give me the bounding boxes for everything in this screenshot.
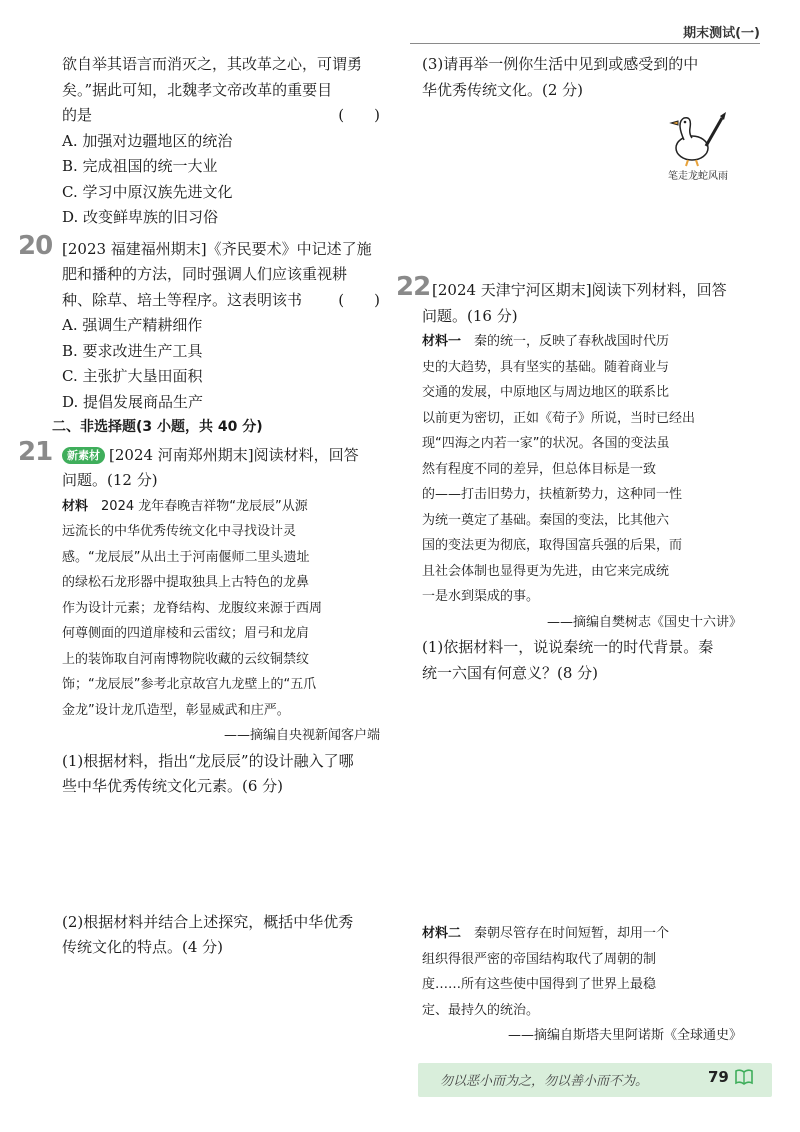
material-line: 且社会体制也显得更为先进，由它来完成统	[422, 563, 670, 579]
material-line: 定、最持久的统治。	[422, 1002, 540, 1018]
material-source: ——摘编自央视新闻客户端	[223, 728, 380, 743]
material-line: 为统一奠定了基础。秦国的变法，比其他六	[422, 512, 670, 528]
material-line: 的——打击旧势力，扶植新势力，这种同一性	[422, 487, 683, 502]
material-line: 以前更为密切，正如《荀子》所说，当时已经出	[422, 410, 696, 426]
material-line: 材料 2024 龙年春晚吉祥物“龙辰辰”从源	[62, 498, 308, 514]
q21-sub3: (3)请再举一例你生活中见到或感受到的中	[422, 55, 699, 73]
material-line: 一是水到渠成的事。	[422, 589, 540, 604]
footer-quote: 勿以恶小而为之，勿以善小而不为。	[440, 1074, 649, 1089]
q21-line: 问题。(12 分)	[62, 471, 158, 489]
q21-sub2: (2)根据材料并结合上述探究，概括中华优秀	[62, 912, 354, 931]
header-rule	[410, 43, 760, 44]
question-22	[396, 272, 742, 1049]
material-line: 金龙”设计龙爪造型，彰显威武和庄严。	[62, 702, 290, 718]
answer-space[interactable]	[62, 800, 380, 910]
material-line: 国的变法更为彻底，取得国富兵强的后果，而	[422, 538, 683, 553]
right-column	[396, 52, 742, 1049]
material-line: 材料二 秦朝尽管存在时间短暂，却用一个	[422, 926, 670, 941]
goose-brush-mascot-icon	[662, 112, 732, 168]
book-icon	[734, 1068, 754, 1086]
material-source: ——摘编自樊树志《国史十六讲》	[546, 614, 742, 630]
material-line: 组织得很严密的帝国结构取代了周朝的制	[422, 951, 657, 967]
material-line: 史的大趋势，具有坚实的基础。随着商业与	[422, 359, 670, 375]
q20-option-c: C. 主张扩大垦田面积	[62, 367, 203, 385]
answer-blank: ( )	[338, 106, 380, 124]
section-label: 期末测试(一)	[683, 26, 760, 41]
q20-line: [2023 福建福州期末]《齐民要术》中记述了施	[62, 239, 372, 258]
left-column	[18, 52, 380, 961]
q19-option-d: D. 改变鲜卑族的旧习俗	[62, 208, 219, 226]
question-20	[18, 230, 380, 416]
material-line: 作为设计元素；龙脊结构、龙腹纹来源于西周	[62, 600, 323, 616]
question-number: 21	[18, 436, 53, 467]
q19-line: 的是 ( )	[62, 103, 380, 129]
material-line: 远流长的中华优秀传统文化中寻找设计灵	[62, 524, 297, 539]
material-line: 现“四海之内若一家”的状况。各国的变法虽	[422, 436, 670, 451]
material-line: 上的装饰取自河南博物院收藏的云纹铜禁纹	[62, 651, 310, 667]
q22-sub1: 统一六国有何意义？(8 分)	[422, 663, 599, 682]
mascot-caption: 笔走龙蛇风雨	[668, 171, 728, 182]
q19-option-b: B. 完成祖国的统一大业	[62, 157, 218, 175]
material-line: 交通的发展，中原地区与周边地区的联系比	[422, 385, 670, 400]
material-line: 何尊侧面的四道扉棱和云雷纹；眉弓和龙肩	[62, 626, 310, 641]
material-label: 材料一	[422, 334, 462, 349]
q19-line: 矣。”据此可知，北魏孝文帝改革的重要目	[62, 80, 333, 99]
q22-line: [2024 天津宁河区期末]阅读下列材料，回答	[432, 281, 727, 299]
q22-line: 问题。(16 分)	[422, 306, 518, 325]
q20-option-d: D. 提倡发展商品生产	[62, 392, 204, 411]
material-line: 材料一 秦的统一，反映了春秋战国时代历	[422, 334, 670, 349]
material-line: 然有程度不同的差异，但总体目标是一致	[422, 461, 657, 477]
q21-sub1: (1)根据材料，指出“龙辰辰”的设计融入了哪	[62, 751, 354, 770]
question-number: 22	[396, 272, 431, 302]
question-number: 20	[18, 230, 53, 261]
q20-option-b: B. 要求改进生产工具	[62, 341, 203, 360]
q19-option-c: C. 学习中原汉族先进文化	[62, 182, 233, 201]
material-line: 饰；“龙辰辰”参考北京故宫九龙壁上的“五爪	[62, 677, 317, 692]
material-source: ——摘编自斯塔夫里阿诺斯《全球通史》	[507, 1028, 742, 1043]
q20-option-a: A. 强调生产精耕细作	[62, 316, 203, 334]
material-line: 度……所有这些使中国得到了世界上最稳	[422, 977, 657, 992]
section-heading: 二、非选择题(3 小题，共 40 分)	[52, 419, 263, 435]
new-material-badge: 新素材	[62, 447, 105, 464]
q21-sub2: 传统文化的特点。(4 分)	[62, 938, 224, 956]
q20-line: 肥和播种的方法，同时强调人们应该重视耕	[62, 265, 348, 283]
q21-line: 新素材 [2024 河南郑州期末]阅读材料，回答	[62, 443, 380, 469]
answer-space[interactable]	[422, 686, 742, 921]
material-line: 感。“龙辰辰”从出土于河南偃师二里头遗址	[62, 549, 310, 565]
q21-sub3: 华优秀传统文化。(2 分)	[422, 80, 584, 99]
q21-sub1: 些中华优秀传统文化元素。(6 分)	[62, 777, 284, 795]
answer-blank: ( )	[338, 290, 380, 309]
material-line: 的绿松石龙形器中提取独具上古特色的龙鼻	[62, 575, 310, 590]
q20-line: 种、除草、培土等程序。这表明该书 ( )	[62, 288, 380, 314]
q19-line: 欲自举其语言而消灭之，其改革之心，可谓勇	[62, 55, 363, 73]
question-19-continuation	[62, 52, 380, 231]
material-label: 材料二	[422, 926, 462, 941]
question-21	[18, 436, 380, 961]
q19-option-a: A. 加强对边疆地区的统治	[62, 131, 233, 150]
q22-sub1: (1)依据材料一，说说秦统一的时代背景。秦	[422, 638, 714, 656]
page-number: 79	[708, 1068, 729, 1086]
material-label: 材料	[62, 498, 89, 514]
